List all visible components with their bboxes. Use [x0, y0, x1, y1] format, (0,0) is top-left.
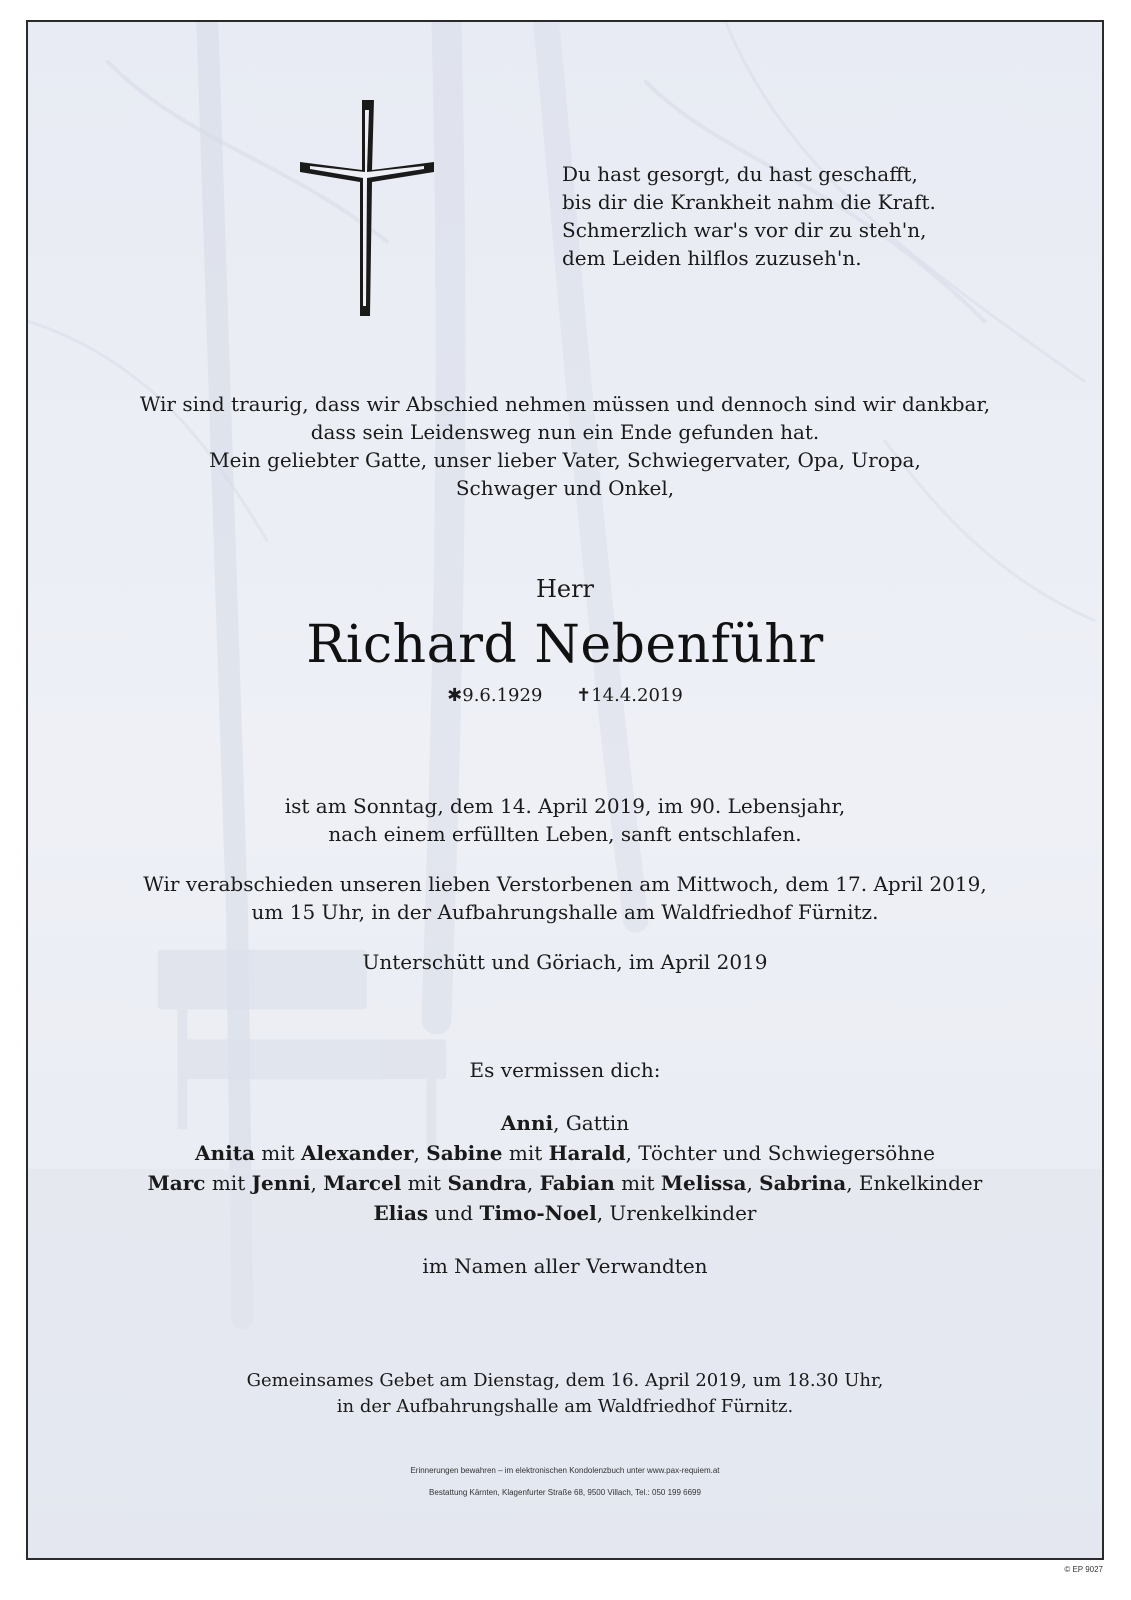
mourner-connector: mit	[502, 1141, 549, 1165]
poem-line: bis dir die Krankheit nahm die Kraft.	[562, 190, 936, 214]
farewell-line: um 15 Uhr, in der Aufbahrungshalle am Waldfriedhof Fürnitz.	[251, 900, 879, 924]
mourner-relation: , Enkelkinder	[846, 1171, 983, 1195]
mourners-list	[28, 1108, 1102, 1228]
place-date: Unterschütt und Göriach, im April 2019	[362, 950, 768, 974]
mourner-name: Harald	[548, 1141, 626, 1165]
mourner-name: Melissa	[660, 1171, 747, 1195]
cross-icon	[300, 100, 434, 318]
relatives-closing: im Namen aller Verwandten	[422, 1254, 708, 1278]
mourner-connector: mit	[205, 1171, 252, 1195]
mourner-name: Anita	[195, 1141, 255, 1165]
mourner-connector: mit	[254, 1141, 302, 1165]
passing-line: nach einem erfüllten Leben, sanft entschlafen.	[328, 822, 802, 846]
prayer-text	[28, 1368, 1102, 1420]
mourner-name: Anni	[500, 1111, 554, 1135]
salutation: Herr	[535, 575, 595, 603]
mourner-name: Timo-Noel	[479, 1201, 597, 1225]
farewell-text	[28, 870, 1102, 926]
poem-line: Du hast gesorgt, du hast geschafft,	[562, 162, 918, 186]
obituary-frame	[26, 20, 1104, 1560]
mourner-name: Elias	[373, 1201, 429, 1225]
intro-line: Schwager und Onkel,	[455, 476, 675, 500]
mourner-name: Alexander	[301, 1141, 414, 1165]
footer-line: Bestattung Kärnten, Klagenfurter Straße 68, 9500 Villach, Tel.: 050 199 6699	[429, 1488, 701, 1497]
mourner-name: Jenni	[251, 1171, 311, 1195]
mourner-relation: , Töchter und Schwiegersöhne	[625, 1141, 935, 1165]
footer-line: Erinnerungen bewahren – im elektronischen Kondolenzbuch unter www.pax-requiem.at	[410, 1466, 720, 1475]
mourner-connector: und	[428, 1201, 480, 1225]
intro-line: Wir sind traurig, dass wir Abschied nehmen müssen und dennoch sind wir dankbar,	[139, 392, 991, 416]
poem	[562, 160, 1082, 272]
mourner-row	[28, 1108, 1102, 1138]
footer	[28, 1460, 1102, 1504]
mourner-row	[28, 1198, 1102, 1228]
passing-line: ist am Sonntag, dem 14. April 2019, im 90. Lebensjahr,	[284, 794, 846, 818]
death-date: ✝14.4.2019	[576, 685, 683, 706]
mourners-heading: Es vermissen dich:	[469, 1058, 661, 1082]
birth-date: ✱9.6.1929	[447, 685, 543, 706]
mourner-name: Sandra	[447, 1171, 527, 1195]
farewell-line: Wir verabschieden unseren lieben Verstorbenen am Mittwoch, dem 17. April 2019,	[143, 872, 987, 896]
deceased-name: Richard Nebenführ	[306, 615, 824, 675]
mourner-connector: ,	[310, 1171, 324, 1195]
intro-line: Mein geliebter Gatte, unser lieber Vater, Schwiegervater, Opa, Uropa,	[209, 448, 921, 472]
mourner-name: Sabine	[426, 1141, 503, 1165]
mourner-name: Sabrina	[759, 1171, 847, 1195]
copyright-notice: © EP 9027	[1064, 1565, 1103, 1574]
poem-line: Schmerzlich war's vor dir zu steh'n,	[562, 218, 927, 242]
intro-text	[28, 390, 1102, 502]
mourner-connector: mit	[401, 1171, 448, 1195]
passing-text	[28, 792, 1102, 848]
mourner-connector: ,	[413, 1141, 427, 1165]
mourner-name: Marc	[147, 1171, 206, 1195]
mourner-relation: , Gattin	[553, 1111, 630, 1135]
mourner-row	[28, 1138, 1102, 1168]
prayer-line: Gemeinsames Gebet am Dienstag, dem 16. April 2019, um 18.30 Uhr,	[246, 1370, 884, 1391]
mourner-connector: ,	[526, 1171, 540, 1195]
mourner-connector: ,	[746, 1171, 760, 1195]
poem-line: dem Leiden hilflos zuzuseh'n.	[562, 246, 862, 270]
mourner-relation: , Urenkelkinder	[596, 1201, 757, 1225]
mourner-connector: mit	[614, 1171, 661, 1195]
mourner-name: Marcel	[323, 1171, 402, 1195]
life-dates	[28, 684, 1102, 708]
mourner-row	[28, 1168, 1102, 1198]
intro-line: dass sein Leidensweg nun ein Ende gefunden hat.	[310, 420, 820, 444]
prayer-line: in der Aufbahrungshalle am Waldfriedhof Fürnitz.	[336, 1396, 794, 1417]
mourner-name: Fabian	[539, 1171, 615, 1195]
